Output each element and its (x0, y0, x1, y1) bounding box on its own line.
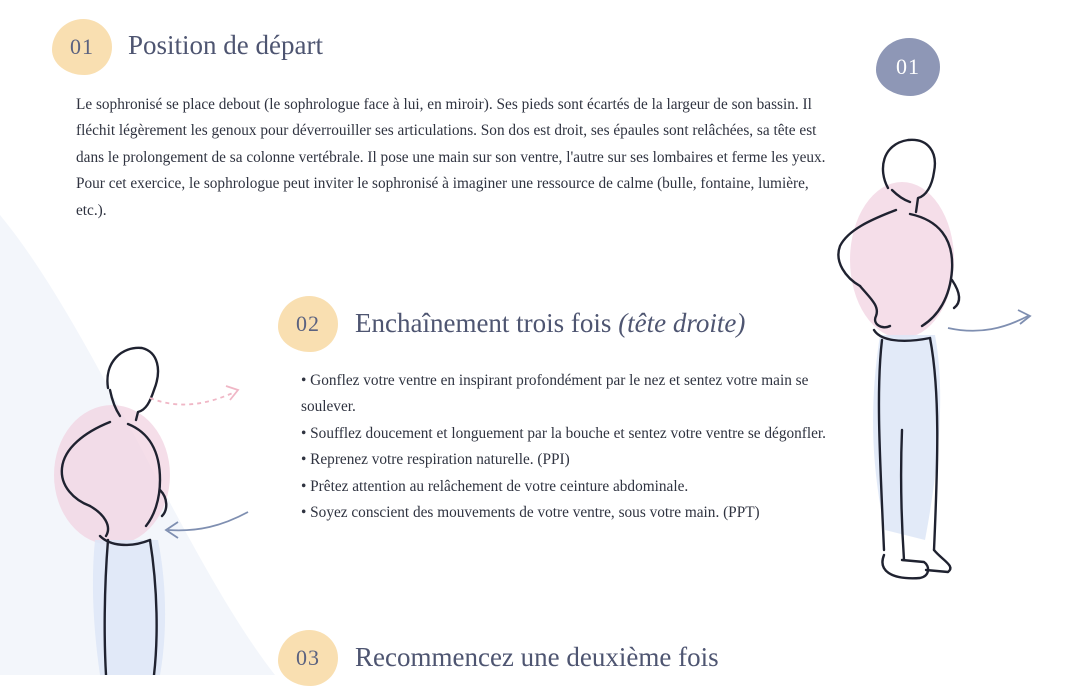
step2-badge (278, 296, 338, 352)
step2-bullet-list (301, 368, 841, 526)
step3-number: 03 (296, 645, 320, 670)
list-item: • Soyez conscient des mouvements de votre ventre, sous votre main. (PPT) (301, 504, 760, 522)
list-item: • Reprenez votre respiration naturelle. (PPI) (301, 451, 570, 469)
list-item: • Prêtez attention au relâchement de votre ceinture abdominale. (301, 477, 689, 495)
figure-badge-number: 01 (896, 54, 920, 79)
step3-title: Recommencez une deuxième fois (355, 642, 719, 672)
step3-badge (278, 630, 338, 686)
list-item: • Soufflez doucement et longuement par la bouche et sentez votre ventre se dégonfler. (301, 424, 826, 442)
step1-number: 01 (70, 34, 94, 59)
step2-title-main: Enchaînement trois fois (355, 308, 612, 338)
figure-badge (876, 38, 940, 96)
step2-title-italic: (tête droite) (618, 308, 746, 338)
list-item: • Gonflez votre ventre en inspirant profondément par le nez et sentez votre main se soulever. (301, 372, 809, 416)
standing-figure-left-illustration (50, 340, 260, 675)
step1-title: Position de départ (128, 30, 323, 60)
step2-number: 02 (296, 311, 320, 336)
step1-paragraph: Le sophronisé se place debout (le sophrologue face à lui, en miroir). Ses pieds sont écartés de la largeur de son bassin. Il fléchit légèrement les genoux pour déverrouiller ses articulations. Son dos est droit, ses épaules sont relâchées, sa tête est dans le prolongement de sa colonne vertébrale. Il pose une main sur son ventre, l'autre sur ses lombaires et ferme les yeux. Pour cet exercice, le sophrologue peut inviter le sophronisé à imaginer une ressource de calme (bulle, fontaine, lumière, etc.). (76, 96, 826, 219)
step2-title (355, 308, 745, 339)
step1-badge (52, 19, 112, 75)
standing-figure-right-illustration (830, 130, 1060, 600)
